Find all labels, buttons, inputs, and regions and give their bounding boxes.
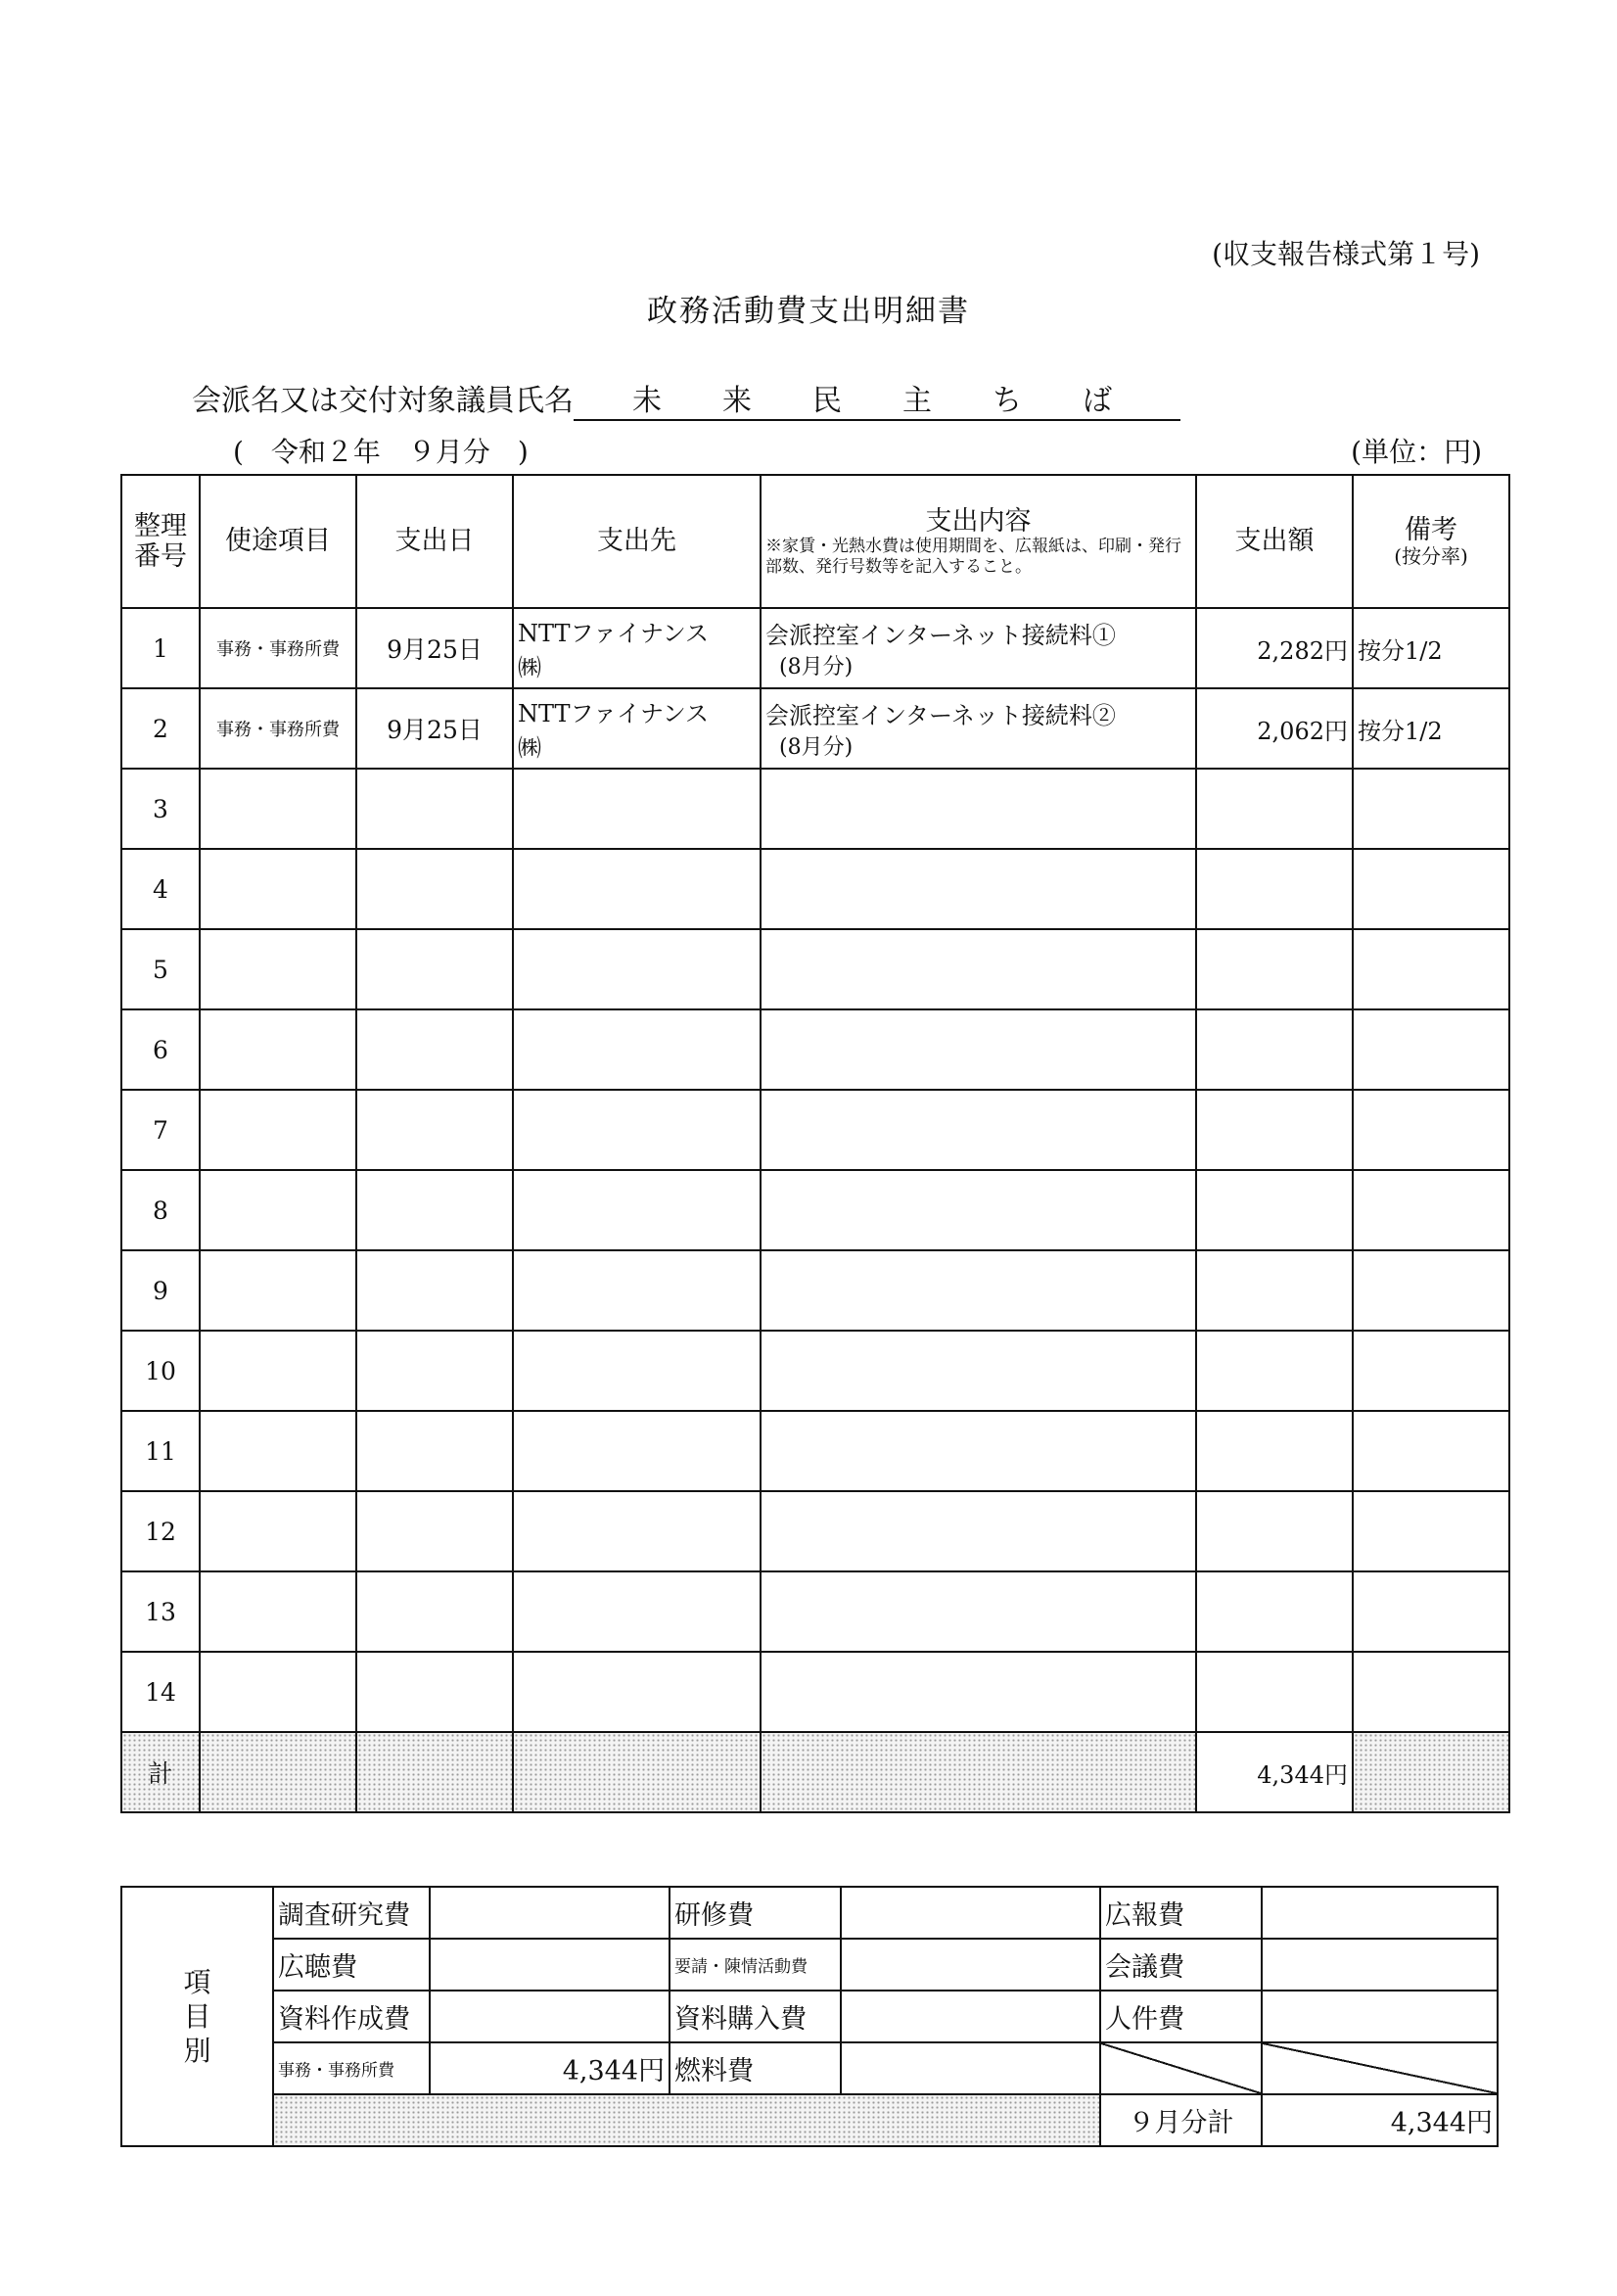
row-no [121,1090,200,1170]
row-payee-text: NTTファイナンス [518,620,710,647]
table-row [121,1491,1509,1571]
row-date [356,1411,513,1491]
row-purpose [200,1250,356,1331]
row-purpose-text: 事務・事務所費 [216,639,340,660]
row-remarks [1353,1250,1509,1331]
row-amount [1196,1491,1353,1571]
row-no-text: 6 [153,1035,168,1064]
table-row [121,1170,1509,1250]
table-row [121,1250,1509,1331]
row-purpose [200,929,356,1009]
category-value [430,1939,670,1991]
total-shade [356,1732,513,1812]
header-amount: 支出額 [1196,475,1353,608]
row-payee-text: ㈱ [518,734,541,762]
row-content [761,1411,1196,1491]
header-no: 整理 番号 [121,475,200,608]
table-row [121,849,1509,929]
party-name-char: ば [1083,384,1112,418]
row-remarks [1353,1571,1509,1652]
party-name [574,376,1180,421]
category-label: 事務・事務所費 [273,2042,430,2094]
party-row [192,376,1180,421]
row-amount [1196,688,1353,769]
row-remarks [1353,1652,1509,1732]
table-row [121,688,1509,769]
party-label: 会派名又は交付対象議員氏名 [192,384,574,418]
row-date [356,1090,513,1170]
category-label: 要請・陳情活動費 [670,1939,841,1991]
row-no-text: 3 [153,794,168,823]
row-no [121,688,200,769]
row-no-text: 13 [145,1597,176,1626]
row-remarks [1353,929,1509,1009]
category-label: 人件費 [1100,1991,1262,2042]
row-payee [513,1331,761,1411]
row-content [761,769,1196,849]
row-payee [513,1009,761,1090]
category-label: 研修費 [670,1887,841,1939]
row-date [356,688,513,769]
row-remarks [1353,1491,1509,1571]
row-purpose [200,1571,356,1652]
row-date [356,1009,513,1090]
row-purpose [200,769,356,849]
row-no [121,1331,200,1411]
row-no-text: 12 [145,1517,176,1546]
row-content [761,849,1196,929]
row-date [356,1491,513,1571]
row-amount [1196,1090,1353,1170]
row-payee [513,1411,761,1491]
party-name-char: 民 [812,384,842,418]
row-purpose [200,849,356,929]
diagonal-cell [1100,2042,1262,2094]
category-value: 4,344円 [430,2042,670,2094]
row-content [761,1009,1196,1090]
table-row [121,1411,1509,1491]
category-value [841,1887,1100,1939]
header-payee: 支出先 [513,475,761,608]
category-label: 資料購入費 [670,1991,841,2042]
row-no [121,1009,200,1090]
row-content [761,1491,1196,1571]
header-remarks: 備考 (按分率) [1353,475,1509,608]
row-no-text: 2 [153,714,168,743]
table-row [121,1090,1509,1170]
diagonal-cell [1262,2042,1498,2094]
row-content [761,688,1196,769]
category-side-label: 項 目 別 [121,1887,273,2146]
row-purpose [200,1009,356,1090]
row-amount [1196,1250,1353,1331]
row-purpose [200,608,356,688]
row-content-text: 会派控室インターネット接続料② [765,702,1116,729]
row-content [761,1170,1196,1250]
row-date [356,1250,513,1331]
row-no-text: 9 [153,1276,168,1305]
row-purpose [200,1491,356,1571]
row-no [121,929,200,1009]
row-no-text: 5 [153,955,168,984]
row-amount [1196,608,1353,688]
row-amount [1196,769,1353,849]
row-content-text: 会派控室インターネット接続料① [765,622,1116,649]
row-amount-text: 2,282円 [1257,636,1348,665]
row-remarks [1353,688,1509,769]
row-date [356,1170,513,1250]
row-content [761,1571,1196,1652]
row-payee [513,1250,761,1331]
row-purpose [200,1331,356,1411]
expense-table [120,474,1510,1813]
row-no-text: 7 [153,1115,168,1145]
row-content [761,1331,1196,1411]
category-value [1262,1887,1498,1939]
total-shade [1353,1732,1509,1812]
row-payee-text: ㈱ [518,654,541,681]
row-payee [513,1170,761,1250]
total-amount: 4,344円 [1196,1732,1353,1812]
document-title: 政務活動費支出明細書 [647,294,970,329]
category-label: 調査研究費 [273,1887,430,1939]
category-value [1262,1939,1498,1991]
category-label: 広聴費 [273,1939,430,1991]
row-no [121,1170,200,1250]
row-no [121,1652,200,1732]
row-purpose [200,1090,356,1170]
header-content-note: ※家賃・光熱水費は使用期間を、広報紙は、印刷・発行部数、発行号数等を記入すること。 [765,537,1181,577]
category-label: 広報費 [1100,1887,1262,1939]
row-content [761,1652,1196,1732]
table-row [121,929,1509,1009]
row-no-text: 10 [145,1356,176,1385]
row-amount [1196,1331,1353,1411]
row-date [356,1331,513,1411]
row-payee-text: NTTファイナンス [518,700,710,727]
category-shade [273,2094,1100,2146]
row-date [356,849,513,929]
row-content-text: (8月分) [779,655,854,679]
category-value [430,1991,670,2042]
row-amount [1196,929,1353,1009]
header-content-title: 支出内容 [925,506,1032,538]
row-no-text: 11 [145,1436,176,1466]
category-label: 会議費 [1100,1939,1262,1991]
row-no-text: 1 [153,633,168,663]
category-value [841,1991,1100,2042]
table-row [121,769,1509,849]
total-shade [513,1732,761,1812]
month-total-label: ９月分計 [1100,2094,1262,2146]
row-no-text: 8 [153,1195,168,1225]
party-name-char: 主 [902,384,932,418]
period: ( 令和２年 ９月分 ) [233,436,529,468]
row-content [761,929,1196,1009]
header-date: 支出日 [356,475,513,608]
row-remarks [1353,608,1509,688]
row-date [356,608,513,688]
row-purpose-text: 事務・事務所費 [216,720,340,740]
row-content [761,1250,1196,1331]
row-amount [1196,1411,1353,1491]
row-date [356,1571,513,1652]
row-no [121,1250,200,1331]
row-amount [1196,849,1353,929]
row-payee [513,608,761,688]
row-remarks [1353,1170,1509,1250]
total-label: 計 [121,1732,200,1812]
category-value [841,1939,1100,1991]
row-date [356,1652,513,1732]
party-name-char: 未 [632,384,662,418]
row-amount [1196,1571,1353,1652]
row-payee [513,1491,761,1571]
row-payee [513,688,761,769]
category-value [841,2042,1100,2094]
table-row [121,1331,1509,1411]
table-row [121,1652,1509,1732]
party-name-char: 来 [722,384,752,418]
row-content [761,608,1196,688]
row-content-text: (8月分) [779,735,854,760]
party-name-char: ち [993,384,1022,418]
unit-label: (単位：円) [1351,436,1482,468]
total-shade [200,1732,356,1812]
row-no [121,849,200,929]
row-payee [513,849,761,929]
table-row [121,1571,1509,1652]
row-content [761,1090,1196,1170]
header-row [121,475,1509,608]
row-remarks [1353,769,1509,849]
row-payee [513,1571,761,1652]
row-date-text: 9月25日 [387,716,483,744]
row-no [121,1411,200,1491]
row-no [121,769,200,849]
category-label: 資料作成費 [273,1991,430,2042]
row-remarks [1353,849,1509,929]
total-shade [761,1732,1196,1812]
row-amount [1196,1009,1353,1090]
row-amount-text: 2,062円 [1257,717,1348,745]
table-row [121,1009,1509,1090]
row-amount [1196,1652,1353,1732]
row-payee [513,1090,761,1170]
category-table [120,1886,1499,2147]
category-value [430,1887,670,1939]
row-date [356,769,513,849]
row-amount [1196,1170,1353,1250]
header-content [761,475,1196,608]
category-label: 燃料費 [670,2042,841,2094]
row-no [121,1571,200,1652]
row-payee [513,769,761,849]
row-remarks [1353,1411,1509,1491]
row-remarks-text: 按分1/2 [1358,717,1443,745]
row-no-text: 14 [145,1677,176,1707]
row-no [121,608,200,688]
row-date-text: 9月25日 [387,635,483,664]
row-no-text: 4 [153,874,168,904]
row-date [356,929,513,1009]
month-total-value: 4,344円 [1262,2094,1498,2146]
row-no [121,1491,200,1571]
total-row [121,1732,1509,1812]
row-purpose [200,1170,356,1250]
header-purpose: 使途項目 [200,475,356,608]
form-label: (収支報告様式第１号) [1212,238,1480,270]
row-remarks-text: 按分1/2 [1358,636,1443,665]
row-payee [513,1652,761,1732]
row-remarks [1353,1331,1509,1411]
row-purpose [200,688,356,769]
row-purpose [200,1652,356,1732]
row-purpose [200,1411,356,1491]
row-remarks [1353,1009,1509,1090]
row-payee [513,929,761,1009]
table-row [121,608,1509,688]
row-remarks [1353,1090,1509,1170]
category-value [1262,1991,1498,2042]
